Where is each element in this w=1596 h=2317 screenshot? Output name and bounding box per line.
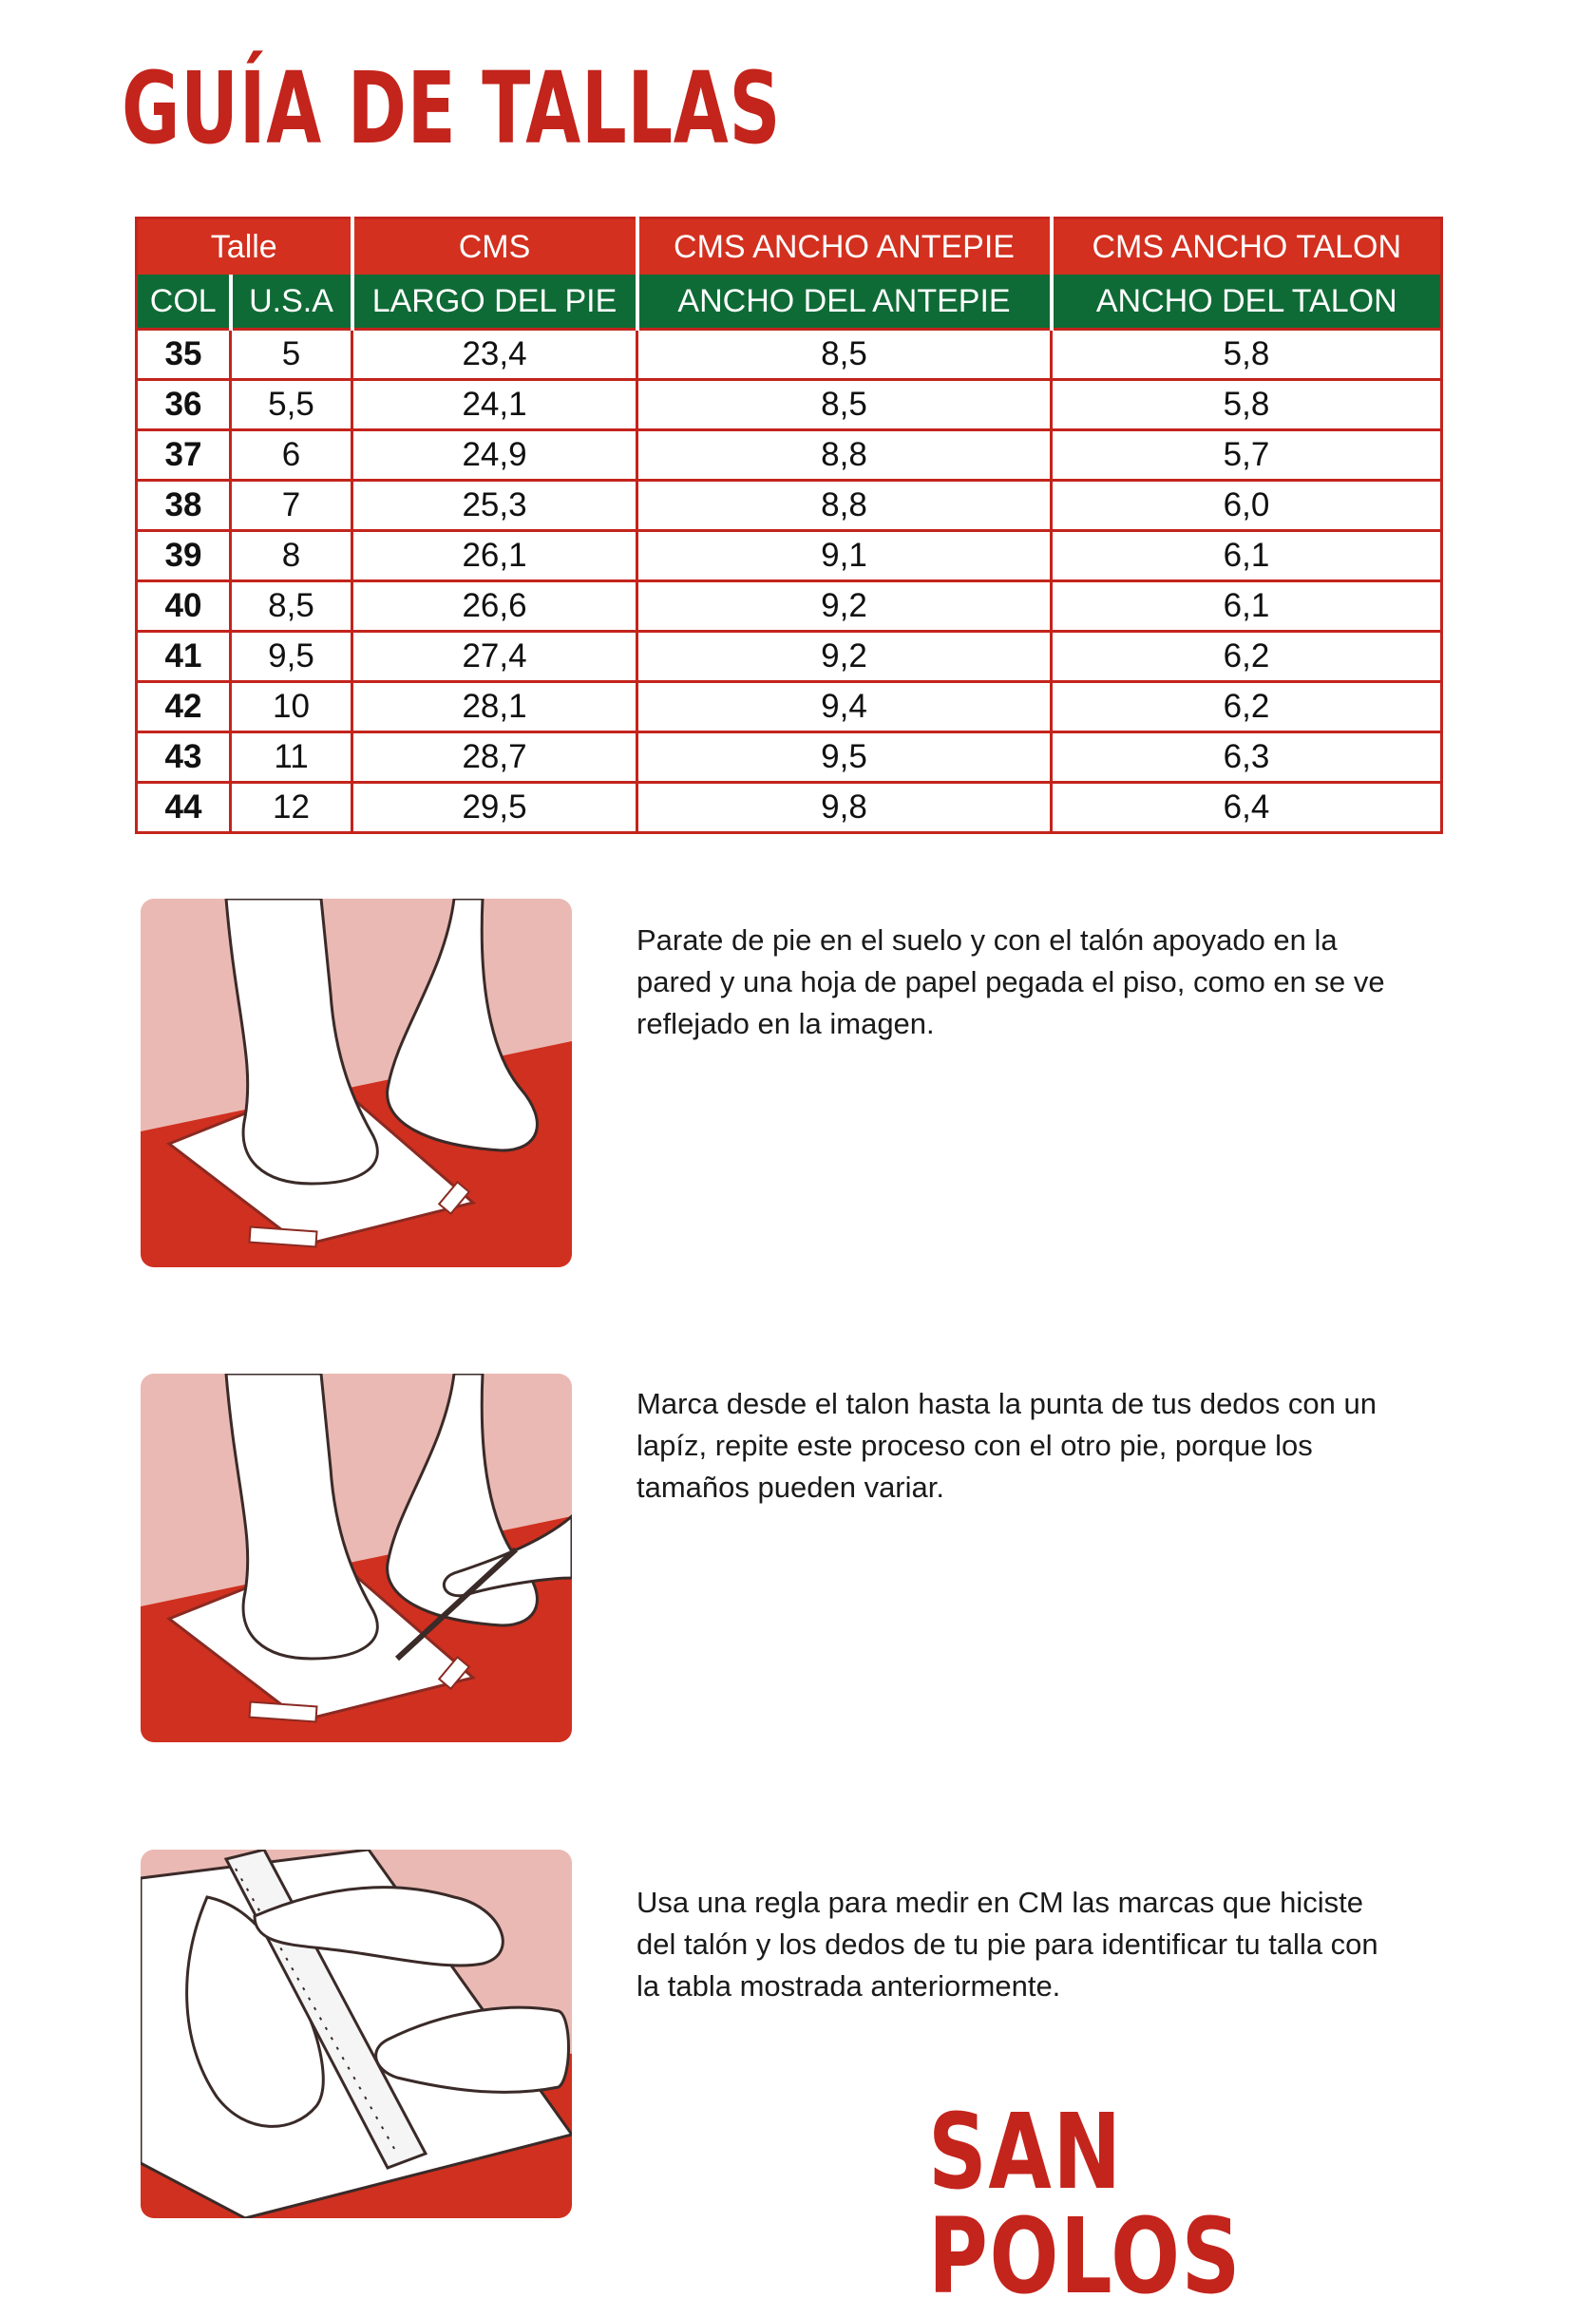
table-row [137, 732, 1442, 783]
cell-largo: 27,4 [352, 632, 637, 682]
cell-antepie: 8,8 [637, 481, 1052, 531]
cell-largo: 26,6 [352, 581, 637, 632]
cell-antepie: 8,5 [637, 380, 1052, 430]
size-table [135, 217, 1443, 834]
cell-antepie: 9,8 [637, 783, 1052, 833]
left-leg [226, 1374, 377, 1659]
cell-antepie: 8,8 [637, 430, 1052, 481]
cell-usa: 5 [231, 330, 352, 380]
cell-usa: 11 [231, 732, 352, 783]
header-ancho-del-antepie: ANCHO DEL ANTEPIE [637, 275, 1052, 330]
table-body [137, 330, 1442, 833]
header-cms-ancho-talon: CMS ANCHO TALON [1052, 218, 1442, 275]
cell-talon: 5,7 [1052, 430, 1442, 481]
cell-largo: 24,1 [352, 380, 637, 430]
left-leg [226, 899, 377, 1184]
cell-usa: 6 [231, 430, 352, 481]
table-row [137, 531, 1442, 581]
cell-col: 41 [137, 632, 231, 682]
cell-usa: 10 [231, 682, 352, 732]
page-title: GUÍA DE TALLAS [122, 50, 782, 166]
table-row [137, 330, 1442, 380]
header-talle: Talle [137, 218, 352, 275]
header-col: COL [137, 275, 231, 330]
header-usa: U.S.A [231, 275, 352, 330]
header-largo-del-pie: LARGO DEL PIE [352, 275, 637, 330]
step-1-text: Parate de pie en el suelo y con el talón apoyado en la pared y una hoja de papel pegada el piso, como en se ve reflejado en la imagen. [636, 923, 1385, 1040]
cell-usa: 7 [231, 481, 352, 531]
cell-col: 36 [137, 380, 231, 430]
cell-usa: 12 [231, 783, 352, 833]
table-row [137, 481, 1442, 531]
cell-talon: 6,0 [1052, 481, 1442, 531]
standing-feet-illustration [141, 899, 572, 1267]
cell-talon: 5,8 [1052, 330, 1442, 380]
cell-largo: 28,7 [352, 732, 637, 783]
header-ancho-del-talon: ANCHO DEL TALON [1052, 275, 1442, 330]
marking-foot-illustration [141, 1374, 572, 1742]
cell-antepie: 9,1 [637, 531, 1052, 581]
cell-largo: 28,1 [352, 682, 637, 732]
cell-talon: 5,8 [1052, 380, 1442, 430]
table-row [137, 380, 1442, 430]
header-cms: CMS [352, 218, 637, 275]
table-row [137, 581, 1442, 632]
table-row [137, 682, 1442, 732]
cell-col: 40 [137, 581, 231, 632]
cell-col: 35 [137, 330, 231, 380]
header-cms-ancho-antepie: CMS ANCHO ANTEPIE [637, 218, 1052, 275]
step-2-illustration [141, 1374, 572, 1742]
table-header-top [137, 218, 1442, 275]
cell-largo: 24,9 [352, 430, 637, 481]
cell-usa: 8,5 [231, 581, 352, 632]
cell-antepie: 9,2 [637, 632, 1052, 682]
cell-col: 44 [137, 783, 231, 833]
table-header-sub [137, 275, 1442, 330]
cell-largo: 26,1 [352, 531, 637, 581]
cell-largo: 23,4 [352, 330, 637, 380]
right-leg [388, 899, 538, 1150]
cell-largo: 29,5 [352, 783, 637, 833]
cell-col: 43 [137, 732, 231, 783]
ruler-measure-illustration [141, 1850, 572, 2218]
table-row [137, 430, 1442, 481]
cell-talon: 6,1 [1052, 581, 1442, 632]
brand-logo-text: SAN POLOS [928, 2091, 1242, 2317]
cell-antepie: 9,4 [637, 682, 1052, 732]
table-row [137, 632, 1442, 682]
table-row [137, 783, 1442, 833]
cell-col: 37 [137, 430, 231, 481]
cell-talon: 6,4 [1052, 783, 1442, 833]
cell-col: 38 [137, 481, 231, 531]
cell-largo: 25,3 [352, 481, 637, 531]
cell-talon: 6,2 [1052, 682, 1442, 732]
cell-col: 39 [137, 531, 231, 581]
cell-usa: 5,5 [231, 380, 352, 430]
step-2-text: Marca desde el talon hasta la punta de tus dedos con un lapíz, repite este proceso con el otro pie, porque los tamaños pueden variar. [636, 1387, 1377, 1504]
cell-usa: 8 [231, 531, 352, 581]
cell-talon: 6,2 [1052, 632, 1442, 682]
cell-usa: 9,5 [231, 632, 352, 682]
step-3-illustration [141, 1850, 572, 2218]
step-1-illustration [141, 899, 572, 1267]
cell-talon: 6,3 [1052, 732, 1442, 783]
cell-antepie: 8,5 [637, 330, 1052, 380]
cell-antepie: 9,2 [637, 581, 1052, 632]
cell-col: 42 [137, 682, 231, 732]
cell-talon: 6,1 [1052, 531, 1442, 581]
step-3-text: Usa una regla para medir en CM las marcas que hiciste del talón y los dedos de tu pie para identificar tu talla con la tabla mostrada anteriormente. [636, 1886, 1378, 2003]
cell-antepie: 9,5 [637, 732, 1052, 783]
